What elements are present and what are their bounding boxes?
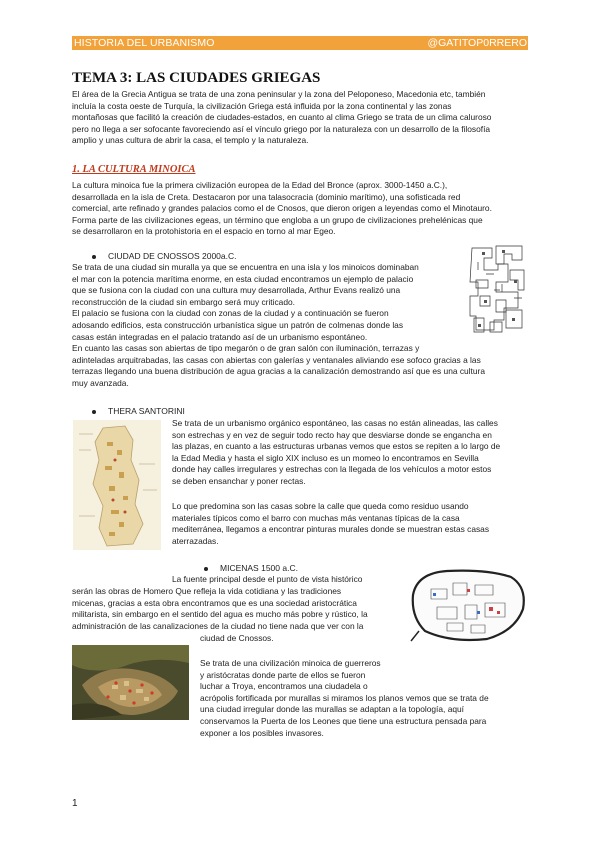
- text-line: acrópolis fortificada por murallas si miramos los planos vemos que se trata de: [200, 692, 489, 703]
- text-line: desarrollada en la isla de Creta. Destacaron por una talasocracia (dominio marítimo), una sofisticada red: [72, 191, 461, 202]
- intro-paragraph: [72, 89, 491, 147]
- text-line: la Edad Media y hasta el siglo XIX incluso es un momeo lo encontramos en Sevilla: [172, 452, 479, 463]
- text-line: muy avanzada.: [72, 377, 129, 388]
- page-title: TEMA 3: LAS CIUDADES GRIEGAS: [72, 70, 321, 86]
- bullet-micenas: [204, 563, 298, 573]
- bullet-dot: [204, 567, 208, 571]
- text-line: El palacio se fusiona con la ciudad con zonas de la ciudad y a continuación se fueron: [72, 308, 389, 319]
- text-line: En cuanto las casas son abiertas de tipo megarón o de gran salón con iluminación, terrazas y: [72, 343, 420, 354]
- thera-paragraph-1: [172, 418, 500, 488]
- text-line: montañosas que facilitó la creación de ciudades-estados, en cuanto al clima Griego se trata de un clima caluroso: [72, 112, 492, 123]
- micenas-line-a: [172, 574, 362, 586]
- text-line: Lo que predomina son las casas sobre la calle que queda como residuo usando: [172, 501, 469, 511]
- text-line: administración de las canalizaciones de la ciudad no tiene nada que ver con la: [72, 620, 364, 631]
- bullet-dot: [92, 255, 96, 259]
- text-line: conservamos la Puerta de los Leones que tiene una estructura pensada para: [200, 715, 487, 726]
- text-line: una ciudad irregular donde las murallas se adaptan a la topología, aquí: [200, 704, 464, 715]
- text-line: adinteladas arquitrabadas, las casas con abiertas con galerías y ventanales aliviando ese sofoco gracias a las: [72, 354, 481, 365]
- text-line: Se trata de una civilización minoica de guerreros: [200, 658, 381, 668]
- bullet-cnossos: [92, 251, 236, 261]
- text-line: las plazas, en cuanto a las estructuras urbanas vemos que estos se repiten a lo largo de: [172, 441, 501, 452]
- text-line: el mar con la potencia marítima enorme, en esta ciudad encontramos un ejemplo de palacio: [72, 273, 414, 284]
- bullet-label: THERA SANTORINI: [108, 406, 185, 416]
- text-line: donde hay calles irregulares y estrechas con la llegada de los vehículos a motor estos: [172, 464, 492, 475]
- micenas-paragraph-b: [72, 586, 368, 632]
- text-line: aterrazadas.: [172, 535, 219, 546]
- bullet-thera: [92, 406, 185, 416]
- text-line: ciudad de Cnossos.: [200, 633, 274, 643]
- text-line: y aristócratas donde parte de ellos se fueron: [200, 669, 366, 680]
- text-line: pero no llega a ser sofocante favoreciendo así el vínculo griego por la naturaleza con un desarrollo de la filosofía: [72, 123, 491, 134]
- text-line: El área de la Grecia Antigua se trata de una zona peninsular y la zona del Peloponeso, Macedonia etc, también: [72, 89, 486, 99]
- bullet-dot: [92, 410, 96, 414]
- text-line: La fuente principal desde el punto de vista histórico: [172, 574, 363, 584]
- text-line: terrazas llegando una buena distribución de agua gracias a la canalización demostrando así que es una cultura: [72, 366, 485, 377]
- text-line: comercial, arte refinado y grandes palacios como el de Cnosos, que dieron origen a leyendas como el Minotauro.: [72, 203, 492, 214]
- text-line: Se trata de una ciudad sin muralla ya que se encuentra en una isla y los minoicos dominaban: [72, 262, 419, 272]
- text-line: exponer a los posibles invasores.: [200, 727, 324, 738]
- bullet-label: CIUDAD DE CNOSSOS 2000a.C.: [108, 251, 237, 261]
- text-line: adosando edificios, esta construcción urbanística sigue un patrón de colmenas donde las: [72, 319, 404, 330]
- text-line: son estrechas y en vez de seguir todo recto hay que desviarse donde se engancha en: [172, 429, 492, 440]
- thera-map-image: [73, 420, 161, 550]
- text-line: se desarrollaron en la protohistoria en el espacio en torno al mar Egeo.: [72, 226, 336, 237]
- micenas-line-c: [200, 633, 274, 645]
- text-line: amplio y unas cultura de abrir la casa, el templo y la naturaleza.: [72, 135, 309, 146]
- text-line: luchar a Troya, encontramos una ciudadela o: [200, 681, 368, 692]
- text-line: casas están integradas en el palacio tratando así de un urbanismo espontáneo.: [72, 331, 368, 342]
- thera-paragraph-2: [172, 501, 489, 547]
- text-line: serán las obras de Homero Que refleja la vida cotidiana y las tradiciones: [72, 586, 342, 596]
- cnossos-plan-image: [466, 240, 530, 340]
- micenas-paragraph-d: [200, 658, 489, 739]
- text-line: Se trata de un urbanismo orgánico espontáneo, las casas no están alineadas, las calles: [172, 418, 498, 428]
- micenas-aerial-image: [72, 645, 189, 720]
- micenas-plan-image: [407, 565, 530, 645]
- text-line: reconstrucción de la ciudad sin embargo será muy criticado.: [72, 296, 295, 307]
- text-line: La cultura minoica fue la primera civilización europea de la Edad del Bronce (aprox. 3000-1450 a.C.),: [72, 180, 448, 190]
- header-title: HISTORIA DEL URBANISMO: [74, 37, 215, 49]
- text-line: que se fusiona con la ciudad con una cultura muy desarrollada, Arthur Evans realizó una: [72, 285, 401, 296]
- text-line: incluía la costa oeste de Turquía, la civilización Griega está influida por la zona continental y las zonas: [72, 100, 452, 111]
- text-line: Forma parte de las civilizaciones egeas, un término que engloba a un grupo de civilizaciones prehelénicas que: [72, 214, 483, 225]
- text-line: militarista, sin embargo en el sentido del agua es mucho más pobre y rústico, la: [72, 609, 368, 620]
- minoica-paragraph: [72, 180, 492, 238]
- text-line: se deben ensanchar y poner rectas.: [172, 475, 306, 486]
- text-line: materiales típicos como el barro con muchas más ventanas típicas de la casa: [172, 512, 460, 523]
- page-number: 1: [72, 798, 78, 809]
- text-line: micenas, gracias a esta obra encontramos que es una sociedad aristocrática: [72, 597, 357, 608]
- text-line: mediterránea, llegamos a encontrar pinturas murales donde se muestran estas casas: [172, 524, 490, 535]
- bullet-label: MICENAS 1500 a.C.: [220, 563, 298, 573]
- header-handle: @GATITOP0RRERO: [427, 37, 527, 49]
- cnossos-paragraph: [72, 262, 485, 390]
- section-heading-minoica: 1. LA CULTURA MINOICA: [72, 164, 196, 175]
